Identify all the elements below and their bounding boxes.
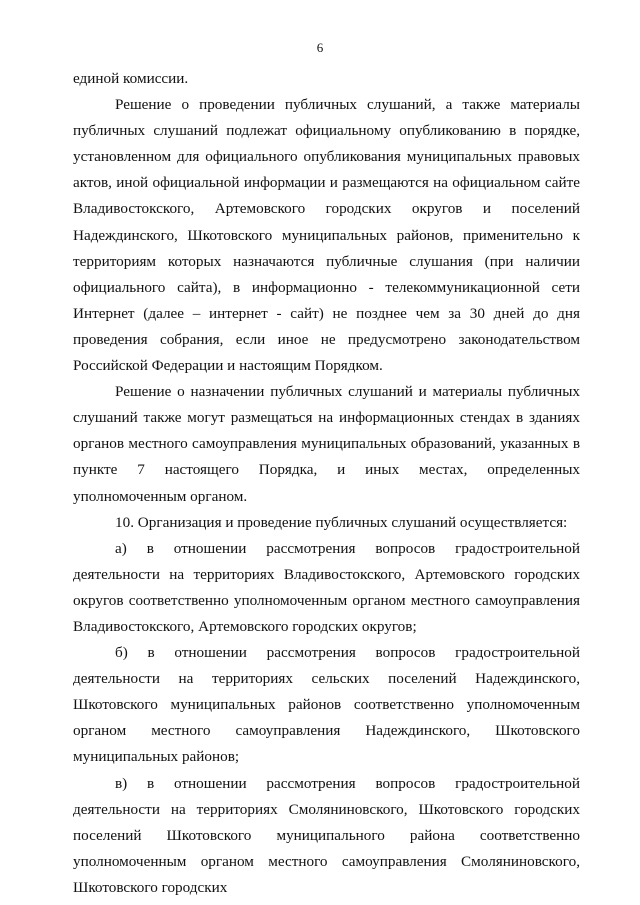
document-body xyxy=(73,66,580,901)
page-number: 6 xyxy=(316,40,324,55)
paragraph-item-10: 10. Организация и проведение публичных слушаний осуществляется: xyxy=(115,513,568,531)
paragraph-publication: Решение о проведении публичных слушаний, а также материалы публичных слушаний подлежат официальному опубликованию в порядке, установленном для официального опубликования муниципальных правовых актов, иной официальной информации и размещаются на официальном сайте Владивостокского, Артемовского городских округов и поселений Надеждинского, Шкотовского муниципальных районов, применительно к территориям которых назначаются публичные слушания (при наличии официального сайта), в информационно - телекоммуникационной сети Интернет (далее – интернет - сайт) не позднее чем за 30 дней до дня проведения собрания, если иное не предусмотрено законодательством Российской Федерации и настоящим Порядком. xyxy=(73,96,580,375)
paragraph-item-v: в) в отношении рассмотрения вопросов градостроительной деятельности на территориях Смоляниновского, Шкотовского городских поселений Шкотовского муниципального района соответственно уполномоченным органом местного самоуправления Смоляниновского, Шкотовского городских xyxy=(73,774,580,896)
paragraph-item-b: б) в отношении рассмотрения вопросов градостроительной деятельности на территориях сельских поселений Надеждинского, Шкотовского муниципальных районов соответственно уполномоченным органом местного самоуправления Надеждинского, Шкотовского муниципальных районов; xyxy=(73,644,580,766)
paragraph-continuation: единой комиссии. xyxy=(73,70,189,87)
paragraph-info-stands: Решение о назначении публичных слушаний и материалы публичных слушаний также могут размещаться на информационных стендах в зданиях органов местного самоуправления муниципальных образований, указанных в пункте 7 настоящего Порядка, и иных местах, определенных уполномоченным органом. xyxy=(73,383,580,505)
paragraph-item-a: а) в отношении рассмотрения вопросов градостроительной деятельности на территориях Владивостокского, Артемовского городских округов соответственно уполномоченным органом местного самоуправления Владивостокского, Артемовского городских округов; xyxy=(73,539,580,635)
